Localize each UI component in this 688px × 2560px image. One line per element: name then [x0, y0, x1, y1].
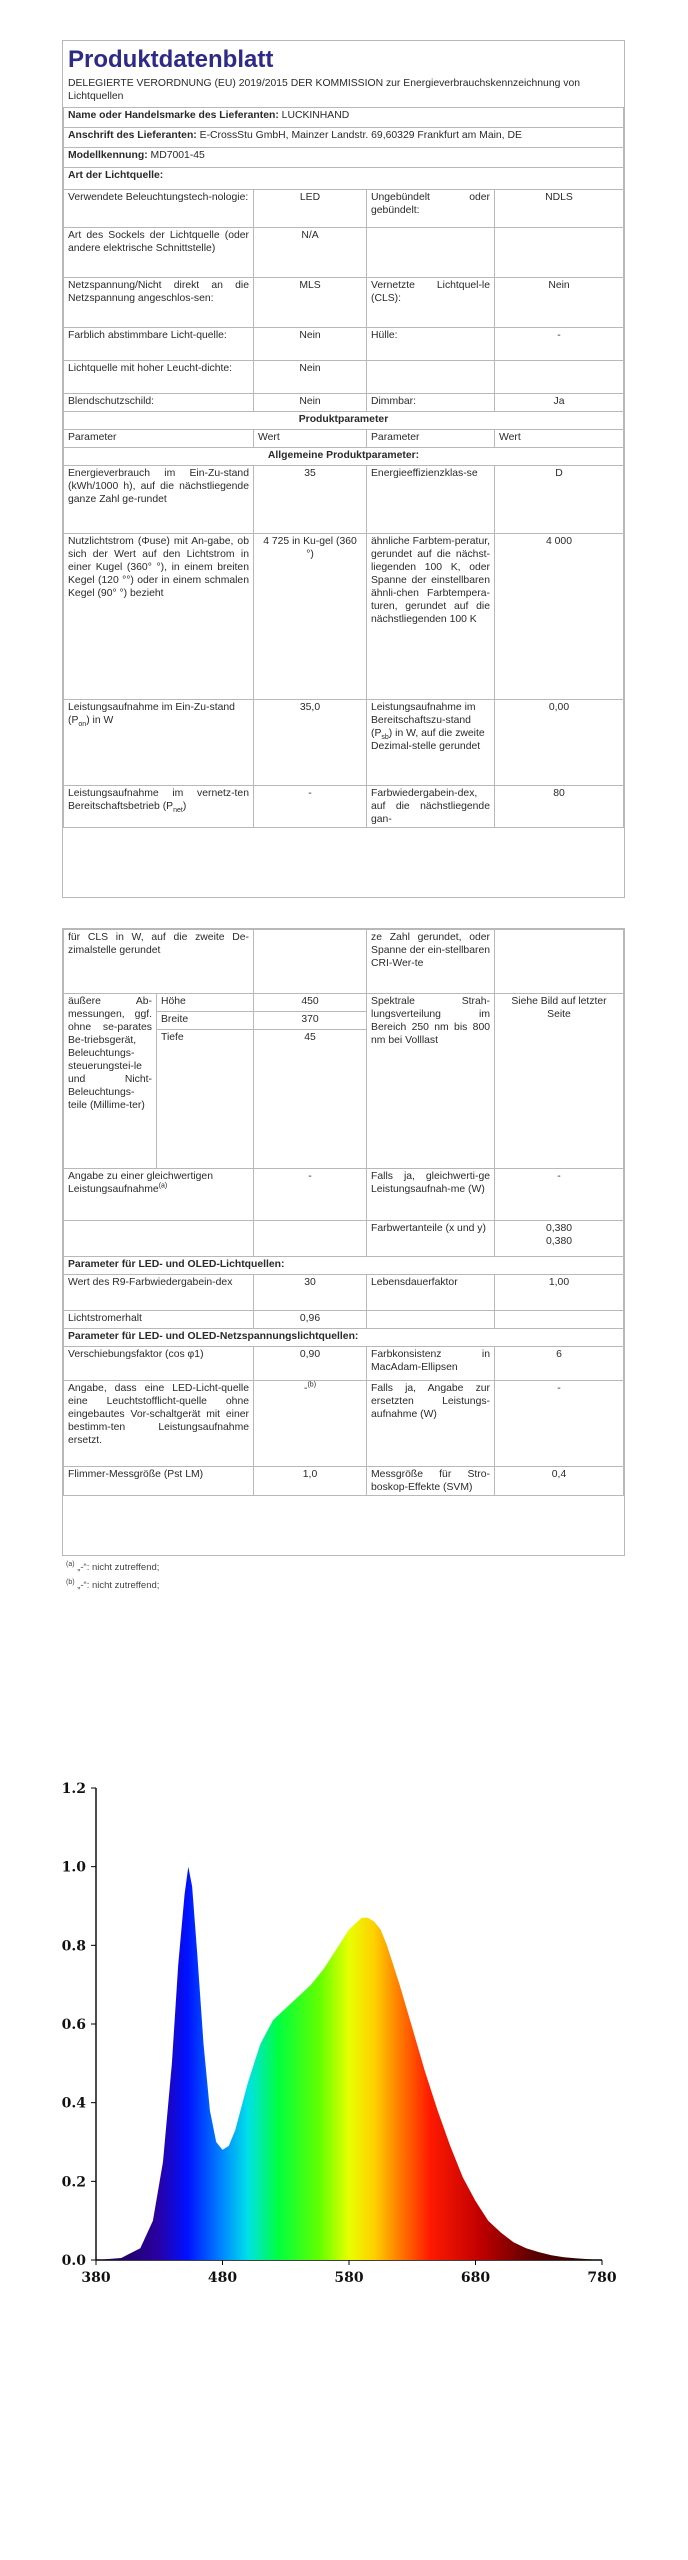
dimmable-value: Ja: [495, 394, 624, 412]
address-row: [64, 128, 624, 148]
height-value: 450: [254, 994, 367, 1012]
networked-standby-label: [64, 786, 254, 828]
displacement-factor-value: 0,90: [254, 1347, 367, 1381]
supplier-row: [64, 108, 624, 128]
y-tick-label: 0.0: [61, 2253, 86, 2269]
hl-label: Lichtquelle mit hoher Leucht-dichte:: [64, 361, 254, 394]
directional-value: NDLS: [495, 190, 624, 228]
x-tick-label: 480: [207, 2270, 238, 2286]
supplier-table: [63, 107, 624, 828]
standby-power-sub: sb: [381, 734, 389, 742]
antiglare-value: Nein: [254, 394, 367, 412]
led-parameters-header: Parameter für LED- und OLED-Lichtquellen:: [64, 1257, 624, 1275]
equivalent-power-note: (a): [158, 1182, 168, 1190]
equivalent-power-r-label: Falls ja, gleichwerti-ge Leistungsaufnah-me (W): [367, 1169, 495, 1221]
spectral-distribution-chart: [0, 1760, 688, 2320]
empty-cell: [367, 361, 495, 394]
networked-standby-sub: net: [173, 807, 183, 815]
chromaticity-x: 0,380: [546, 1223, 573, 1234]
survival-factor-label: Lebensdauerfaktor: [367, 1275, 495, 1311]
cri-label-cont: ze Zahl gerundet, oder Spanne der ein-stellbaren CRI-Wer-te: [367, 930, 495, 994]
model-row: [64, 148, 624, 168]
stroboscopic-label: Messgröße für Stro-boskop-Effekte (SVM): [367, 1467, 495, 1496]
hl-value: Nein: [254, 361, 367, 394]
y-tick-label: 1.2: [61, 1781, 86, 1797]
empty-cell: [495, 361, 624, 394]
y-tick-label: 0.6: [61, 2017, 86, 2033]
standby-power-label: [367, 700, 495, 786]
antiglare-label: Blendschutzschild:: [64, 394, 254, 412]
y-tick-label: 1.0: [61, 1859, 86, 1876]
standby-power-unit: ) in W, auf die zweite Dezimal-stelle gerundet: [371, 728, 485, 752]
retrofit-claim-value: [254, 1381, 367, 1467]
stroboscopic-value: 0,4: [495, 1467, 624, 1496]
footnote-b-mark: (b): [66, 1578, 75, 1586]
mains-label: Netzspannung/Nicht direkt an die Netzspannung angeschlos-sen:: [64, 278, 254, 328]
on-mode-power-label: [64, 700, 254, 786]
tunable-label: Farblich abstimmbare Licht-quelle:: [64, 328, 254, 361]
x-tick-label: 580: [334, 2270, 364, 2286]
footnote-b: [66, 1580, 159, 1591]
empty-cell: [64, 1221, 254, 1257]
footnote-a-mark: (a): [66, 1560, 75, 1568]
model-value: MD7001-45: [150, 150, 205, 161]
survival-factor-value: 1,00: [495, 1275, 624, 1311]
col-param-left: Parameter: [64, 430, 254, 448]
on-mode-power-value: 35,0: [254, 700, 367, 786]
technology-value: LED: [254, 190, 367, 228]
regulation-subtitle: DELEGIERTE VERORDNUNG (EU) 2019/2015 DER KOMMISSION zur Energieverbrauchskennzeichnung von Lichtquellen: [68, 78, 581, 102]
flicker-label: Flimmer-Messgröße (Pst LM): [64, 1467, 254, 1496]
envelope-value: -: [495, 328, 624, 361]
standby-power-text: Leistungsaufnahme im Bereitschaftszu-stand (P: [371, 702, 476, 739]
depth-value: 45: [254, 1030, 367, 1169]
supplier-label: Name oder Handelsmarke des Lieferanten:: [68, 110, 279, 121]
connected-label: Vernetzte Lichtquel-le (CLS):: [367, 278, 495, 328]
empty-cell: [495, 1311, 624, 1329]
depth-label: Tiefe: [157, 1030, 254, 1169]
lumen-maintenance-label: Lichtstromerhalt: [64, 1311, 254, 1329]
useful-flux-label: Nutzlichtstrom (Φuse) mit An-gabe, ob sich der Wert auf den Lichtstrom in einer Kugel (360° °), in einem breiten Kegel (120 °°) oder in einem schmalen Kegel (90° °) bezieht: [64, 534, 254, 700]
standby-power-value: 0,00: [495, 700, 624, 786]
datasheet-page-2: [62, 928, 625, 1556]
empty-cell: [495, 228, 624, 278]
empty-cell: [367, 228, 495, 278]
empty-cell: [254, 1221, 367, 1257]
x-tick-label: 380: [81, 2270, 111, 2286]
cap-type-label: Art des Sockels der Lichtquelle (oder andere elektrische Schnittstelle): [64, 228, 254, 278]
chromaticity-values: [495, 1221, 624, 1257]
cri-value-cont: [495, 930, 624, 994]
cri-label: Farbwiedergabein-dex, auf die nächstliegende gan-: [367, 786, 495, 828]
cri-value: 80: [495, 786, 624, 828]
col-param-right: Parameter: [367, 430, 495, 448]
document-title: Produktdatenblatt: [68, 46, 274, 73]
energy-consumption-value: 35: [254, 466, 367, 534]
mains-led-parameters-header: Parameter für LED- und OLED-Netzspannungslichtquellen:: [64, 1329, 624, 1347]
replaced-power-value: -: [495, 1381, 624, 1467]
dimensions-label: äußere Ab-messungen, ggf. ohne se-parates Be-triebsgerät, Beleuchtungs-steuerungstei-le und Nicht-Beleuchtungs-teile (Millime-ter): [64, 994, 157, 1169]
networked-standby-text: Leistungsaufnahme im vernetz-ten Bereitschaftsbetrieb (P: [68, 788, 249, 812]
y-tick-label: 0.8: [61, 1938, 86, 1955]
color-consistency-value: 6: [495, 1347, 624, 1381]
cct-value: 4 000: [495, 534, 624, 700]
product-parameters-header: Produktparameter: [64, 412, 624, 430]
light-source-type-header: Art der Lichtquelle:: [64, 168, 624, 190]
parameters-table-continued: [63, 929, 624, 1496]
flicker-value: 1,0: [254, 1467, 367, 1496]
y-tick-labels: [62, 1781, 96, 2269]
general-parameters-header: Allgemeine Produktparameter:: [64, 448, 624, 466]
x-tick-labels: [81, 2260, 616, 2286]
r9-value: 30: [254, 1275, 367, 1311]
height-label: Höhe: [157, 994, 254, 1012]
chromaticity-label: Farbwertanteile (x und y): [367, 1221, 495, 1257]
mains-value: MLS: [254, 278, 367, 328]
width-value: 370: [254, 1012, 367, 1030]
useful-flux-value: 4 725 in Ku-gel (360 °): [254, 534, 367, 700]
col-value-left: Wert: [254, 430, 367, 448]
x-tick-label: 780: [587, 2270, 617, 2286]
address-value: E-CrossStu GmbH, Mainzer Landstr. 69,60329 Frankfurt am Main, DE: [199, 130, 522, 141]
equivalent-power-label: [64, 1169, 254, 1221]
retrofit-claim-dash: -: [304, 1383, 308, 1394]
chromaticity-y: 0,380: [546, 1236, 573, 1247]
replaced-power-label: Falls ja, Angabe zur ersetzten Leistungs-aufnahme (W): [367, 1381, 495, 1467]
x-tick-label: 680: [460, 2270, 491, 2286]
col-value-right: Wert: [495, 430, 624, 448]
energy-class-value: D: [495, 466, 624, 534]
cct-label: ähnliche Farbtem-peratur, gerundet auf die nächst-liegenden 100 K, oder Spanne der einstellbaren ähnli-chen Farbtempera-turen, gerundet auf die nächstliegenden 100 K: [367, 534, 495, 700]
cap-type-value: N/A: [254, 228, 367, 278]
model-label: Modellkennung:: [68, 150, 148, 161]
equivalent-power-r-value: -: [495, 1169, 624, 1221]
networked-standby-value: -: [254, 786, 367, 828]
envelope-label: Hülle:: [367, 328, 495, 361]
footnote-a: [66, 1562, 159, 1573]
color-consistency-label: Farbkonsistenz in MacAdam-Ellipsen: [367, 1347, 495, 1381]
spectral-distribution-label: Spektrale Strah-lungsverteilung im Bereich 250 nm bis 800 nm bei Volllast: [367, 994, 495, 1169]
networked-standby-label-cont: für CLS in W, auf die zweite De-zimalstelle gerundet: [64, 930, 254, 994]
networked-standby-close: ): [182, 801, 187, 812]
technology-label: Verwendete Beleuchtungstech-nologie:: [64, 190, 254, 228]
connected-value: Nein: [495, 278, 624, 328]
y-tick-label: 0.4: [61, 2095, 86, 2112]
spectrum-area: [96, 1867, 602, 2260]
y-tick-label: 0.2: [61, 2174, 86, 2191]
lumen-maintenance-value: 0,96: [254, 1311, 367, 1329]
footnote-b-text: „-“: nicht zutreffend;: [74, 1580, 160, 1591]
on-mode-power-unit: ) in W: [86, 715, 114, 726]
networked-standby-value-cont: [254, 930, 367, 994]
r9-label: Wert des R9-Farbwiedergabein-dex: [64, 1275, 254, 1311]
on-mode-power-text: Leistungsaufnahme im Ein-Zu-stand (P: [68, 702, 235, 726]
footnote-a-text: „-“: nicht zutreffend;: [74, 1562, 160, 1573]
directional-label: Ungebündelt oder gebündelt:: [367, 190, 495, 228]
empty-cell: [367, 1311, 495, 1329]
retrofit-claim-note: (b): [307, 1381, 317, 1389]
spectral-distribution-value: Siehe Bild auf letzter Seite: [495, 994, 624, 1169]
chart-area-layer: [96, 1867, 602, 2260]
tunable-value: Nein: [254, 328, 367, 361]
equivalent-power-text: Angabe zu einer gleichwertigen Leistungsaufnahme: [68, 1171, 213, 1195]
supplier-value: LUCKINHAND: [281, 110, 350, 121]
energy-consumption-label: Energieverbrauch im Ein-Zu-stand (kWh/1000 h), auf die nächstliegende ganze Zahl ge-rundet: [64, 466, 254, 534]
retrofit-claim-label: Angabe, dass eine LED-Licht-quelle eine Leuchtstofflicht-quelle ohne eingebautes Vor-schaltgerät mit einer bestimm-ten Leistungsaufnahme ersetzt.: [64, 1381, 254, 1467]
equivalent-power-value: -: [254, 1169, 367, 1221]
datasheet-page-1: [62, 40, 625, 898]
dimmable-label: Dimmbar:: [367, 394, 495, 412]
on-mode-power-sub: on: [78, 721, 87, 729]
address-label: Anschrift des Lieferanten:: [68, 130, 197, 141]
displacement-factor-label: Verschiebungsfaktor (cos φ1): [64, 1347, 254, 1381]
width-label: Breite: [157, 1012, 254, 1030]
energy-class-label: Energieeffizienzklas-se: [367, 466, 495, 534]
